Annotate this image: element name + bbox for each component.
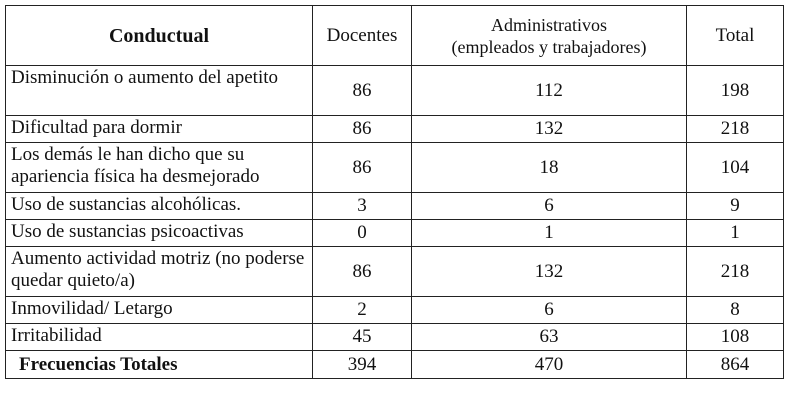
row-docentes: 2 [313, 297, 412, 324]
totals-total: 864 [687, 351, 784, 379]
header-docentes: Docentes [313, 6, 412, 66]
row-label: Uso de sustancias alcohólicas. [6, 193, 313, 220]
row-total: 8 [687, 297, 784, 324]
row-total: 218 [687, 247, 784, 297]
row-total: 1 [687, 220, 784, 247]
row-label: Aumento actividad motriz (no poderse quedar quieto/a) [6, 247, 313, 297]
row-docentes: 0 [313, 220, 412, 247]
row-docentes: 3 [313, 193, 412, 220]
row-label: Uso de sustancias psicoactivas [6, 220, 313, 247]
row-administrativos: 6 [412, 193, 687, 220]
row-label: Inmovilidad/ Letargo [6, 297, 313, 324]
table-row [6, 324, 784, 351]
row-administrativos: 112 [412, 66, 687, 116]
row-total: 218 [687, 116, 784, 143]
header-administrativos-line1: Administrativos [491, 14, 607, 35]
table-row [6, 66, 784, 116]
header-administrativos [412, 6, 687, 66]
row-administrativos: 18 [412, 143, 687, 193]
row-docentes: 86 [313, 66, 412, 116]
table-row [6, 143, 784, 193]
header-row [6, 6, 784, 66]
totals-administrativos: 470 [412, 351, 687, 379]
row-docentes: 86 [313, 247, 412, 297]
row-label: Irritabilidad [6, 324, 313, 351]
row-docentes: 86 [313, 116, 412, 143]
table-container [5, 5, 784, 379]
row-label: Dificultad para dormir [6, 116, 313, 143]
row-administrativos: 132 [412, 116, 687, 143]
row-administrativos: 63 [412, 324, 687, 351]
row-docentes: 86 [313, 143, 412, 193]
table-row [6, 116, 784, 143]
conductual-table [5, 5, 784, 379]
row-administrativos: 1 [412, 220, 687, 247]
row-label: Los demás le han dicho que su apariencia física ha desmejorado [6, 143, 313, 193]
row-total: 108 [687, 324, 784, 351]
row-total: 104 [687, 143, 784, 193]
table-row [6, 297, 784, 324]
totals-docentes: 394 [313, 351, 412, 379]
row-administrativos: 6 [412, 297, 687, 324]
header-administrativos-line2: (empleados y trabajadores) [451, 36, 647, 57]
header-conductual: Conductual [6, 6, 313, 66]
header-total: Total [687, 6, 784, 66]
row-total: 9 [687, 193, 784, 220]
row-docentes: 45 [313, 324, 412, 351]
table-row [6, 193, 784, 220]
row-total: 198 [687, 66, 784, 116]
table-row [6, 220, 784, 247]
row-administrativos: 132 [412, 247, 687, 297]
totals-row [6, 351, 784, 379]
table-row [6, 247, 784, 297]
row-label: Disminución o aumento del apetito [6, 66, 313, 116]
totals-label: Frecuencias Totales [6, 351, 313, 379]
